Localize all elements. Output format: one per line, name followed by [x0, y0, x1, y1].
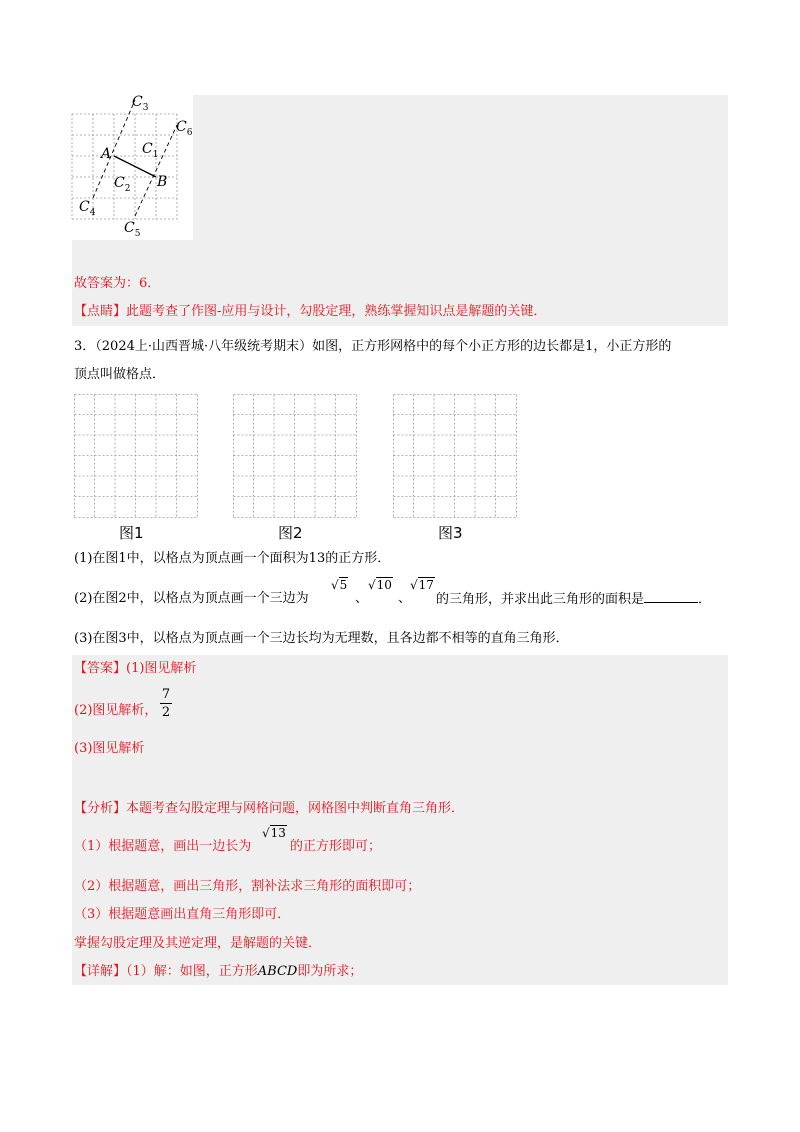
analysis-p1-suffix: 的正方形即可； [290, 839, 382, 854]
question-part3: (3)在图3中，以格点为顶点画一个三边长均为无理数，且各边都不相等的直角三角形． [74, 631, 569, 646]
label-c3: $C_3$ [132, 94, 149, 113]
answer-tag: 【答案】 [74, 661, 127, 676]
radical-sqrt17: √17 [410, 578, 434, 592]
label-c4: $C_4$ [79, 199, 96, 218]
top-shaded-panel [193, 95, 728, 240]
label-c2: $C_2$ [114, 175, 131, 194]
grid-figure-1 [74, 394, 198, 518]
figure-label-2: 图2 [278, 524, 303, 542]
label-b: B [157, 174, 168, 190]
question-part1: (1)在图1中，以格点为顶点画一个面积为13的正方形． [74, 551, 391, 566]
analysis-p2: （2）根据题意，画出三角形，割补法求三角形的面积即可； [74, 879, 421, 894]
prev-comment [74, 303, 546, 321]
radical-sqrt5: √5 [331, 578, 348, 592]
figure-label-1: 图1 [119, 524, 144, 542]
label-c6: $C_6$ [176, 119, 193, 138]
analysis-tag: 【分析】 [74, 801, 127, 816]
analysis-conclusion: 掌握勾股定理及其逆定理，是解题的关键． [74, 936, 322, 951]
answer-blank [644, 590, 698, 603]
figure-label-3: 图3 [438, 524, 463, 542]
question-stem-line2: 顶点叫做格点． [74, 367, 166, 382]
analysis-intro: 【分析】本题考查勾股定理与网格问题，网格图中判断直角三角形． [74, 801, 465, 816]
radical-sqrt13: √13 [262, 826, 286, 840]
radical-sqrt10: √10 [368, 578, 392, 592]
grid-figure-3 [393, 394, 517, 518]
comment-text: 此题考查了作图-应用与设计，勾股定理，熟练掌握知识点是解题的关键． [126, 304, 547, 319]
label-c1: $C_1$ [142, 141, 159, 160]
grid-figure-2 [233, 394, 357, 518]
analysis-p1-prefix: （1）根据题意，画出一边长为 [74, 839, 252, 854]
fraction-7-over-2: 7 2 [161, 687, 171, 720]
answer-line1: 【答案】(1)图见解析 [74, 661, 197, 676]
answer-line3: (3)图见解析 [74, 741, 145, 756]
analysis-p3: （3）根据题意画出直角三角形即可． [74, 907, 291, 922]
question-part2-suffix: 的三角形，并求出此三角形的面积是 ． [436, 592, 712, 607]
sep-2: 、 [398, 591, 412, 606]
prev-answer-text: 故答案为：6． [74, 276, 161, 291]
abcd-label: ABCD [257, 964, 298, 979]
question-stem-line1: 3．（2024上·山西晋城·八年级统考期末）如图，正方形网格中的每个小正方形的边长都是1，小正方形的 [74, 339, 672, 354]
label-c5: $C_5$ [124, 220, 141, 239]
answer-line2-prefix: (2)图见解析， [74, 703, 158, 718]
question-part2-prefix: (2)在图2中，以格点为顶点画一个三边为 [74, 591, 309, 606]
question-number: 3． [74, 339, 96, 354]
comment-tag: 【点睛】 [74, 304, 127, 319]
detail-tag: 【详解】 [74, 964, 127, 979]
detail-line: 【详解】（1）解：如图，正方形ABCD即为所求； [74, 964, 363, 979]
sep-1: 、 [355, 591, 369, 606]
label-a: A [101, 146, 112, 162]
